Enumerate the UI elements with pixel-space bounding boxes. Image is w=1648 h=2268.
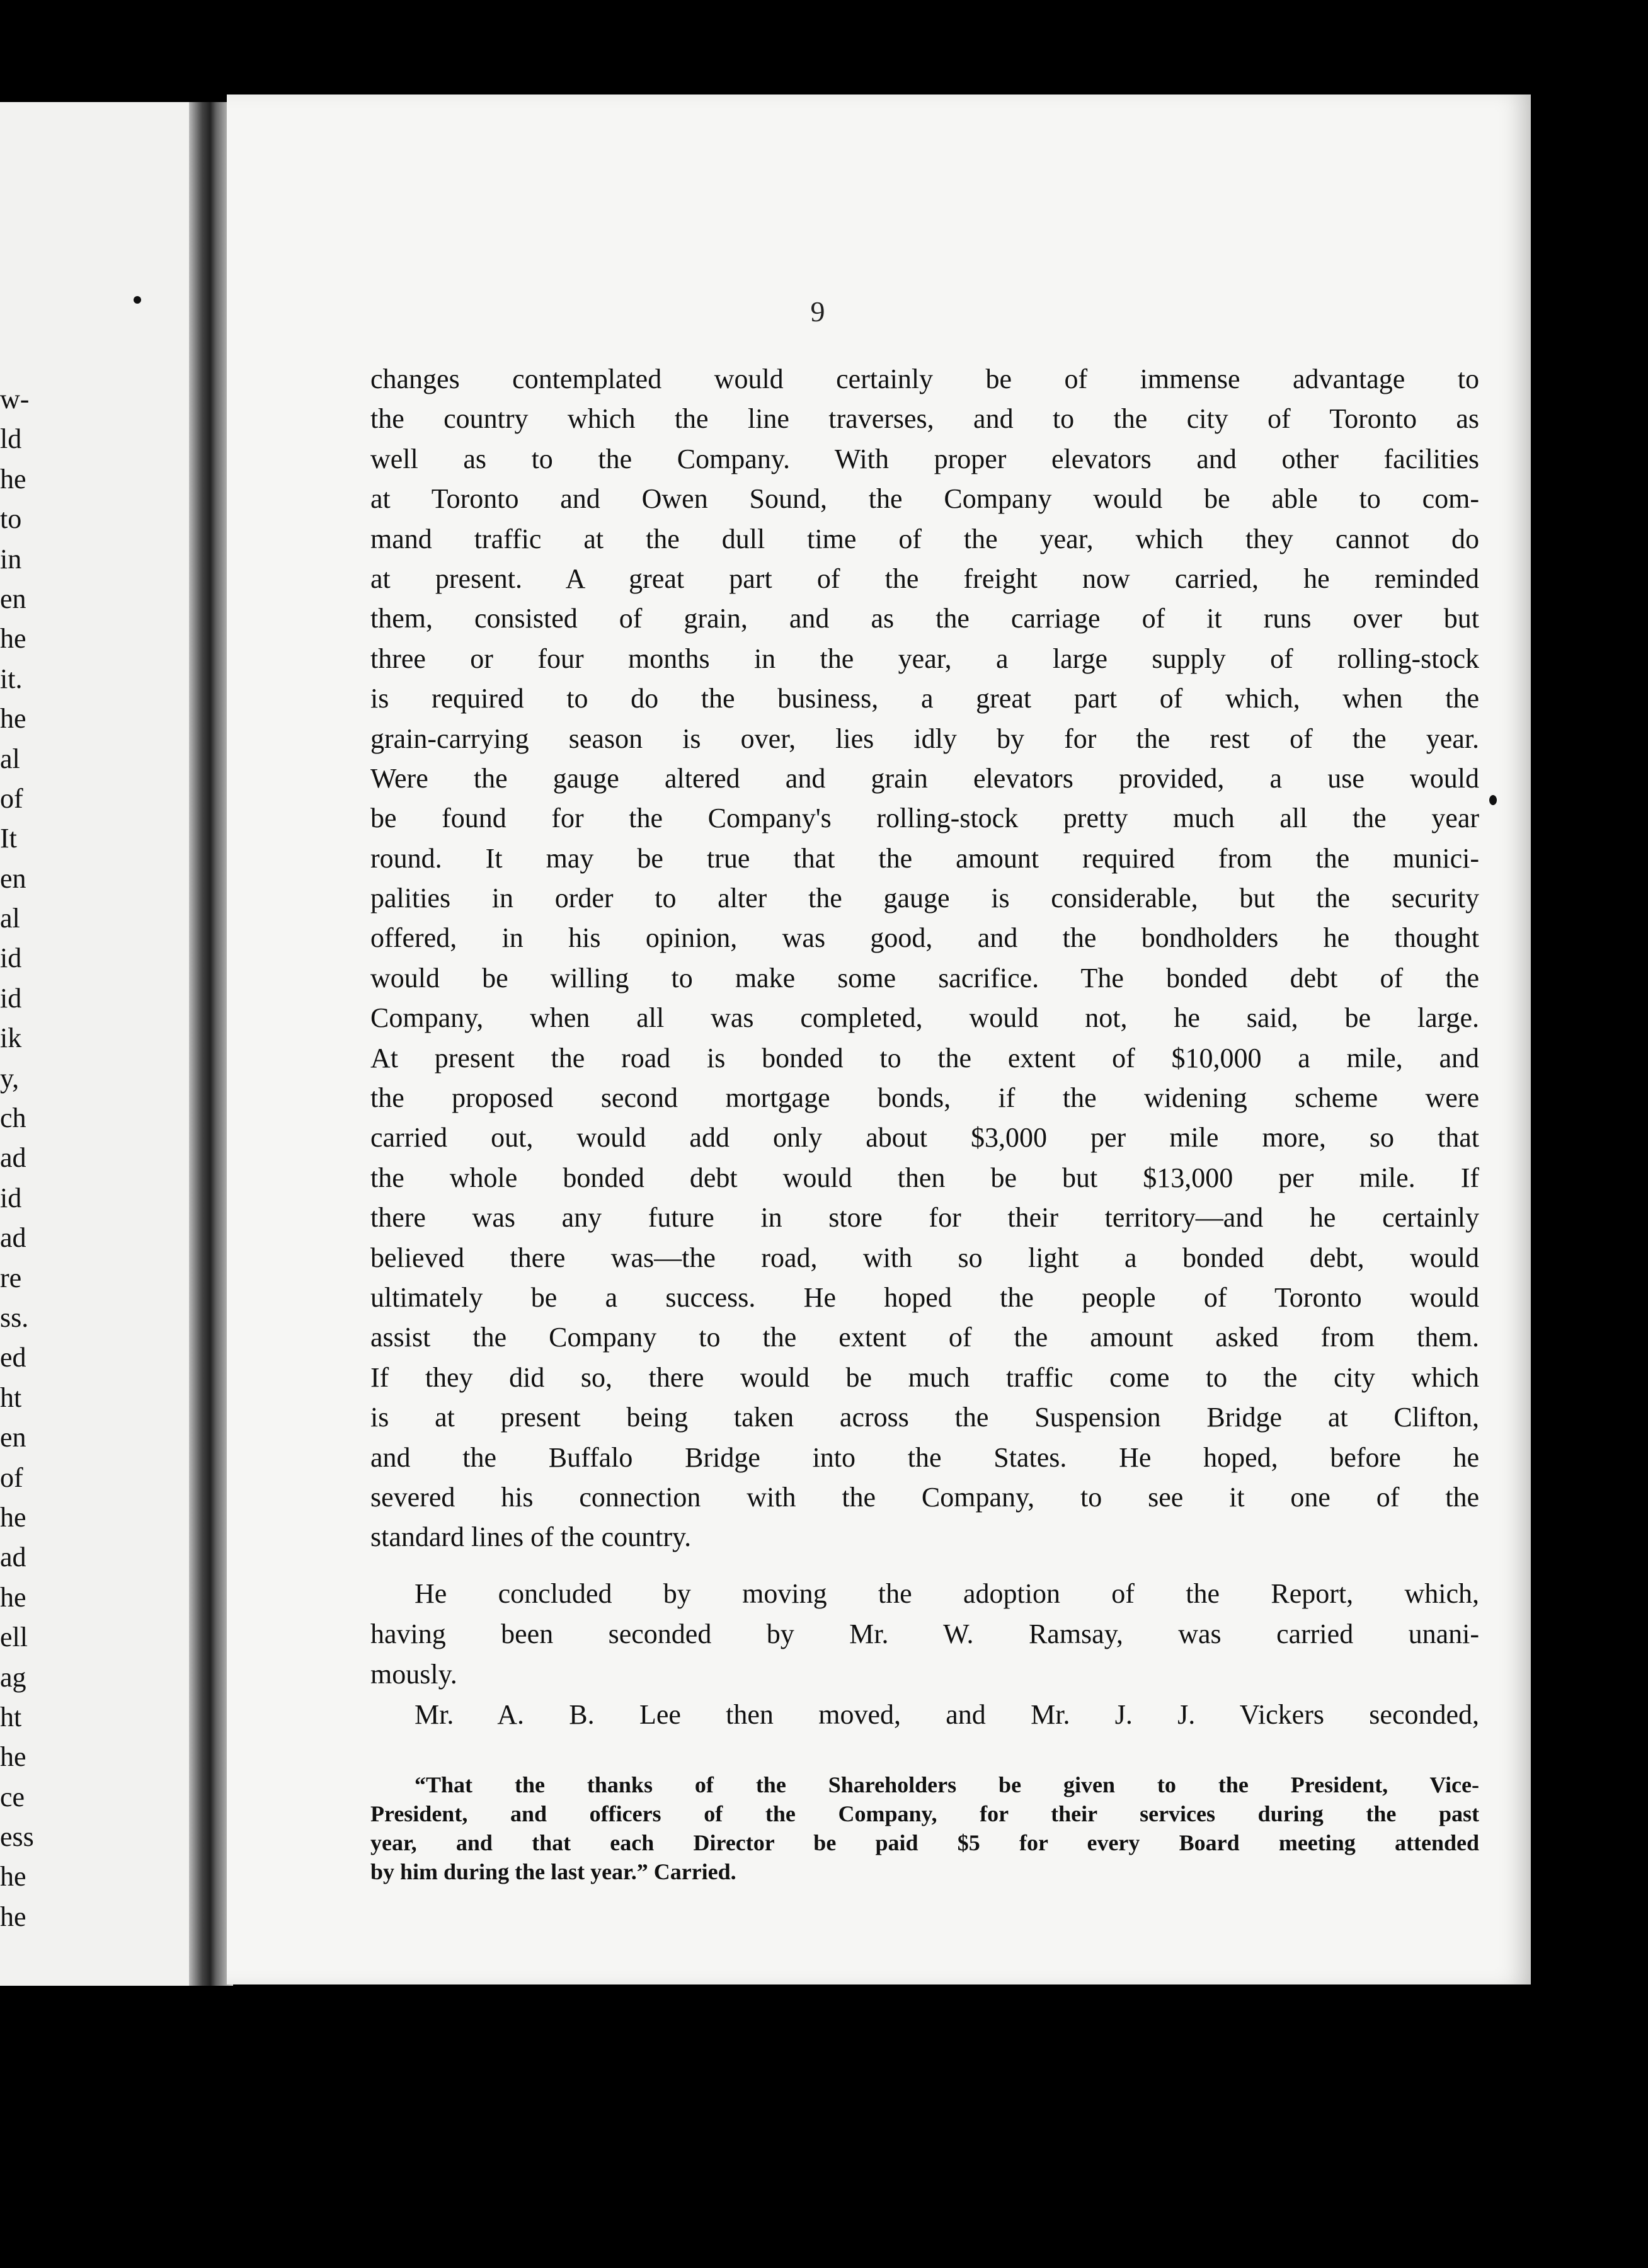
resolution-line: President, and officers of the Company, for their services during the past [370, 1801, 1479, 1826]
left-page-fragment: y, [0, 1062, 20, 1094]
resolution-line: by him during the last year.” Carried. [370, 1859, 736, 1884]
text-line: round. It may be true that the amount required from the munici- [370, 842, 1479, 874]
text-line: and the Buffalo Bridge into the States. He hoped, before he [370, 1441, 1479, 1473]
left-page-fragment: he [0, 1741, 26, 1773]
text-line: be found for the Company's rolling-stock pretty much all the year [370, 803, 1479, 834]
left-page-line-fragments [0, 379, 38, 1937]
text-line: at present. A great part of the freight now carried, he reminded [370, 563, 1479, 594]
left-facing-page [0, 102, 205, 1986]
left-page-fragment: of [0, 1462, 23, 1493]
left-page-fragment: re [0, 1262, 22, 1293]
left-page-fragment: he [0, 463, 26, 495]
left-page-fragment: to [0, 503, 22, 535]
text-line: there was any future in store for their territory—and he certainly [370, 1202, 1479, 1234]
text-line: ultimately be a success. He hoped the people of Toronto would [370, 1281, 1479, 1313]
left-page-fragment: ce [0, 1781, 25, 1813]
text-line: is required to do the business, a great part of which, when the [370, 683, 1479, 714]
text-line: Company, when all was completed, would not, he said, be large. [370, 1002, 1479, 1034]
text-line: believed there was—the road, with so light a bonded debt, would [370, 1242, 1479, 1273]
text-line: mand traffic at the dull time of the year, which they cannot do [370, 523, 1479, 554]
right-page [227, 94, 1531, 1984]
resolution-line: year, and that each Director be paid $5 for every Board meeting attended [370, 1830, 1479, 1855]
left-page-fragment: ed [0, 1342, 26, 1373]
text-line: carried out, would add only about $3,000 per mile more, so that [370, 1122, 1479, 1154]
left-page-fragment: id [0, 1182, 22, 1213]
left-page-fragment: of [0, 782, 23, 814]
left-page-fragment: ld [0, 423, 22, 455]
text-line: the country which the line traverses, and to the city of Toronto as [370, 403, 1479, 435]
text-line: offered, in his opinion, was good, and the bondholders he thought [370, 922, 1479, 954]
left-page-fragment: id [0, 942, 22, 974]
left-page-fragment: ss. [0, 1302, 29, 1333]
left-page-fragment: he [0, 1901, 26, 1932]
left-page-fragment: ess [0, 1821, 34, 1853]
margin-speck [1489, 795, 1497, 805]
text-line: having been seconded by Mr. W. Ramsay, was carried unani- [370, 1618, 1479, 1649]
text-line: assist the Company to the extent of the amount asked from them. [370, 1322, 1479, 1353]
left-page-fragment: al [0, 743, 20, 774]
text-line: If they did so, there would be much traffic come to the city which [370, 1361, 1479, 1393]
left-page-fragment: It [0, 823, 17, 854]
left-page-fragment: ik [0, 1022, 22, 1054]
left-page-fragment: w- [0, 384, 30, 415]
text-line: changes contemplated would certainly be of immense advantage to [370, 364, 1479, 394]
left-page-fragment: id [0, 982, 22, 1014]
left-page-fragment: in [0, 543, 22, 575]
left-page-fragment: ad [0, 1142, 26, 1174]
text-line: mously. [370, 1659, 457, 1690]
left-page-fragment: he [0, 1861, 26, 1893]
left-page-fragment: ell [0, 1622, 28, 1653]
text-line: is at present being taken across the Suspension Bridge at Clifton, [370, 1402, 1479, 1433]
text-line: three or four months in the year, a large supply of rolling-stock [370, 643, 1479, 674]
left-page-fragment: ht [0, 1382, 22, 1413]
left-page-fragment: en [0, 1422, 26, 1453]
left-page-fragment: he [0, 703, 26, 735]
left-page-fragment: he [0, 1581, 26, 1613]
text-line: the whole bonded debt would then be but $13,000 per mile. If [370, 1162, 1479, 1193]
text-line: grain-carrying season is over, lies idly by for the rest of the year. [370, 723, 1479, 754]
left-page-fragment: en [0, 583, 26, 614]
left-page-fragment: al [0, 903, 20, 934]
text-line: severed his connection with the Company, to see it one of the [370, 1481, 1479, 1513]
left-page-fragment: he [0, 1501, 26, 1533]
text-line: would be willing to make some sacrifice. The bonded debt of the [370, 962, 1479, 994]
text-line: the proposed second mortgage bonds, if the widening scheme were [370, 1082, 1479, 1114]
body-paragraph-1 [370, 359, 1479, 1557]
text-line: at Toronto and Owen Sound, the Company would be able to com- [370, 483, 1479, 515]
text-line: them, consisted of grain, and as the carriage of it runs over but [370, 603, 1479, 634]
text-line: He concluded by moving the adoption of the Report, which, [415, 1578, 1479, 1609]
text-line: At present the road is bonded to the extent of $10,000 a mile, and [370, 1042, 1479, 1074]
text-line: well as to the Company. With proper elevators and other facilities [370, 443, 1479, 474]
left-page-fragment: ch [0, 1102, 26, 1134]
left-page-fragment: en [0, 862, 26, 894]
left-page-fragment: ad [0, 1542, 26, 1573]
left-page-fragment: ad [0, 1222, 26, 1254]
text-line: Were the gauge altered and grain elevators provided, a use would [370, 762, 1479, 794]
margin-speck [134, 296, 141, 304]
page-number: 9 [810, 295, 825, 328]
motion-line: Mr. A. B. Lee then moved, and Mr. J. J. Vickers seconded, [415, 1699, 1479, 1730]
text-line: standard lines of the country. [370, 1521, 692, 1553]
left-page-fragment: he [0, 623, 26, 655]
left-page-fragment: ht [0, 1701, 22, 1732]
resolution-line: “That the thanks of the Shareholders be given to the President, Vice- [415, 1772, 1479, 1797]
text-line: palities in order to alter the gauge is considerable, but the security [370, 883, 1479, 914]
left-page-fragment: it. [0, 663, 23, 694]
resolution-quote [370, 1770, 1479, 1886]
left-page-fragment: ag [0, 1661, 26, 1693]
body-paragraph-2 [370, 1574, 1479, 1695]
